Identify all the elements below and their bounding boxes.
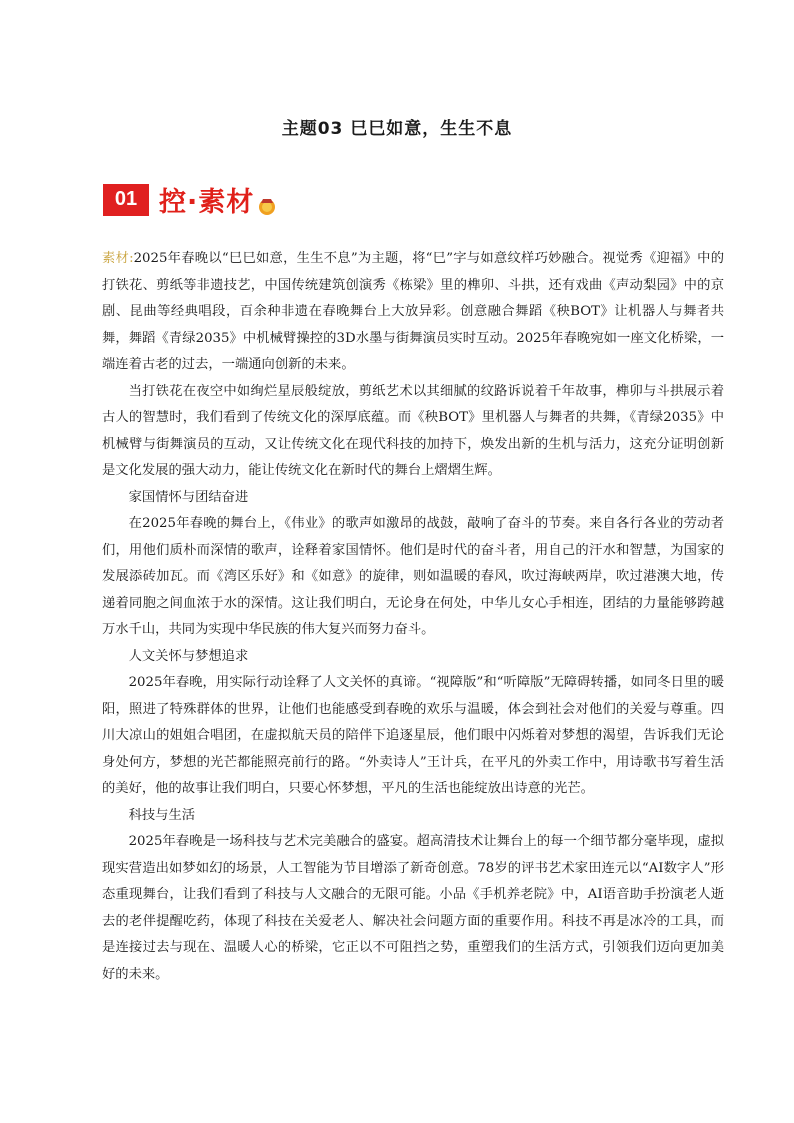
paragraph-technology: 2025年春晚是一场科技与艺术完美融合的盛宴。超高清技术让舞台上的每一个细节都分毫毕现，虚拟现实营造出如梦如幻的场景，人工智能为节目增添了新奇创意。78岁的评书艺术家田连元以“AI数字人”形态重现舞台，让我们看到了科技与人文融合的无限可能。小品《手机养老院》中，AI语音助手扮演老人逝去的老伴提醒吃药，体现了科技在关爱老人、解决社会问题方面的重要作用。科技不再是冰冷的工具，而是连接过去与现在、温暖人心的桥梁，它正以不可阻挡之势，重塑我们的生活方式，引领我们迈向更加美好的未来。 bbox=[102, 834, 724, 982]
section-label: 控·素材 bbox=[159, 187, 255, 218]
analysis-paragraph: 当打铁花在夜空中如绚烂星辰般绽放，剪纸艺术以其细腻的纹路诉说着千年故事，榫卯与斗拱展示着古人的智慧时，我们看到了传统文化的深厚底蕴。而《秧BOT》里机器人与舞者的共舞，《青绿2035》中机械臂与街舞演员的互动，又让传统文化在现代科技的加持下，焕发出新的生机与活力，这充分证明创新是文化发展的强大动力，能让传统文化在新时代的舞台上熠熠生辉。 bbox=[102, 383, 724, 478]
material-lead-text: 2025年春晚以“巳巳如意，生生不息”为主题，将“巳”字与如意纹样巧妙融合。视觉秀《迎福》中的打铁花、剪纸等非遗技艺，中国传统建筑创演秀《栋梁》里的榫卯、斗拱，还有戏曲《声动梨园》中的京剧、昆曲等经典唱段，百余种非遗在春晚舞台上大放异彩。创意融合舞蹈《秧BOT》让机器人与舞者共舞，舞蹈《青绿2035》中机械臂操控的3D水墨与街舞演员实时互动。2025年春晚宛如一座文化桥梁，一端连着古老的过去，一端通向创新的未来。 bbox=[102, 251, 724, 372]
paragraph-humanism: 2025年春晚，用实际行动诠释了人文关怀的真谛。“视障版”和“听障版”无障碍转播，如同冬日里的暖阳，照进了特殊群体的世界，让他们也能感受到春晚的欢乐与温暖，体会到社会对他们的关爱与尊重。四川大凉山的姐姐合唱团，在虚拟航天员的陪伴下追逐星辰，他们眼中闪烁着对梦想的渴望，告诉我们无论身处何方，梦想的光芒都能照亮前行的路。“外卖诗人”王计兵，在平凡的外卖工作中，用诗歌书写着生活的美好，他的故事让我们明白，只要心怀梦想，平凡的生活也能绽放出诗意的光芒。 bbox=[102, 675, 724, 796]
subheading-technology: 科技与生活 bbox=[128, 807, 196, 823]
paragraph-patriotism: 在2025年春晚的舞台上，《伟业》的歌声如激昂的战鼓，敲响了奋斗的节奏。来自各行各业的劳动者们，用他们质朴而深情的歌声，诠释着家国情怀。他们是时代的奋斗者，用自己的汗水和智慧，为国家的发展添砖加瓦。而《湾区乐好》和《如意》的旋律，则如温暖的春风，吹过海峡两岸，吹过港澳大地，传递着同胞之间血浓于水的深情。这让我们明白，无论身在何处，中华儿女心手相连，团结的力量能够跨越万水千山，共同为实现中华民族的伟大复兴而努力奋斗。 bbox=[102, 516, 724, 637]
section-badge bbox=[103, 180, 278, 219]
subheading-humanism: 人文关怀与梦想追求 bbox=[128, 648, 249, 664]
article-body bbox=[102, 246, 724, 988]
material-label: 素材: bbox=[102, 251, 134, 266]
subheading-patriotism: 家国情怀与团结奋进 bbox=[128, 489, 249, 505]
decorative-orb-icon bbox=[256, 195, 278, 217]
page-title: 主题03 巳巳如意，生生不息 bbox=[281, 119, 513, 139]
section-number: 01 bbox=[103, 184, 149, 216]
material-paragraph bbox=[102, 246, 724, 379]
